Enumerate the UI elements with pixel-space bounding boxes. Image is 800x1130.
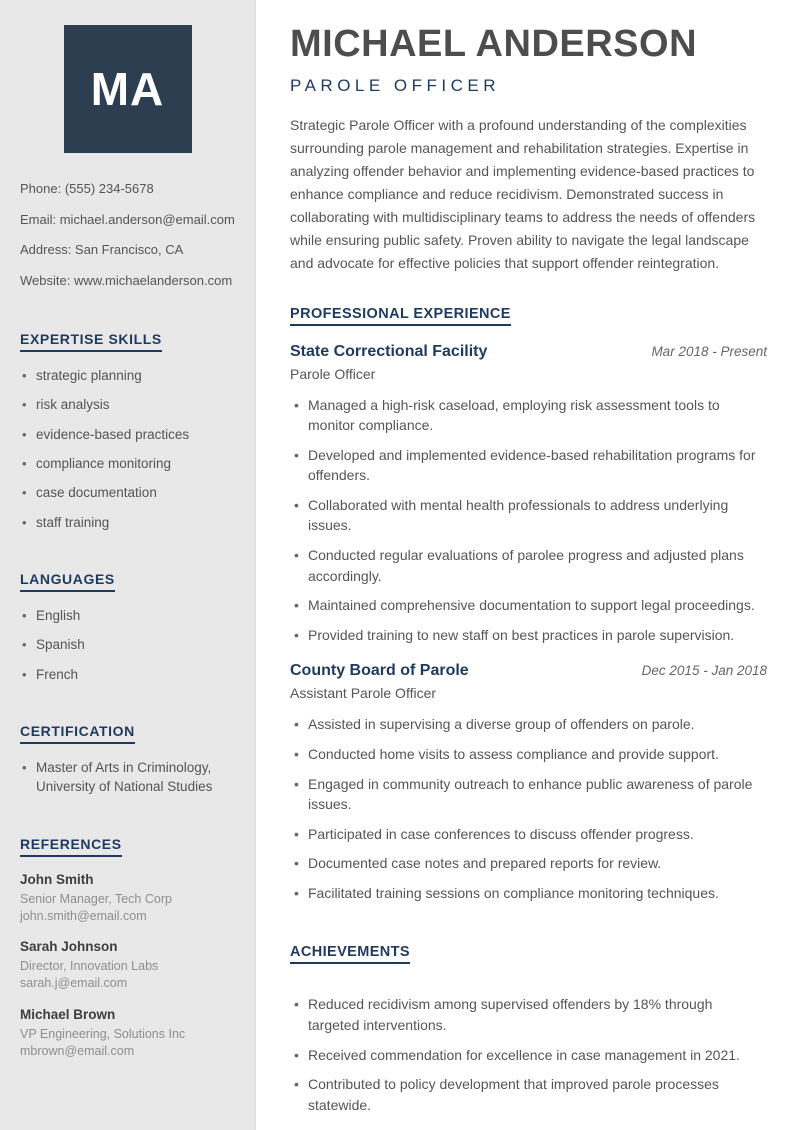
experience-section <box>290 275 767 904</box>
reference-entry <box>20 872 235 926</box>
job-bullet: • Maintained comprehensive documentation to support legal proceedings. <box>290 595 767 616</box>
contact-website: Website: www.michaelanderson.com <box>20 273 233 289</box>
languages-list <box>20 607 235 685</box>
achievement-bullet: • Reduced recidivism among supervised offenders by 18% through targeted interventions. <box>290 994 767 1035</box>
avatar <box>64 25 192 153</box>
skill-item: • evidence-based practices <box>20 426 235 445</box>
certification-section-title: CERTIFICATION <box>20 723 135 744</box>
achievement-bullet: • Received commendation for excellence in case management in 2021. <box>290 1045 767 1066</box>
sidebar <box>0 0 256 1130</box>
reference-email: john.smith@email.com <box>20 908 147 923</box>
contact-email: Email: michael.anderson@email.com <box>20 211 235 227</box>
job-bullet: • Managed a high-risk caseload, employing risk assessment tools to monitor compliance. <box>290 395 767 436</box>
experience-section-title: PROFESSIONAL EXPERIENCE <box>290 306 511 326</box>
skills-list <box>20 367 235 533</box>
reference-name: Michael Brown <box>20 1006 116 1022</box>
skill-item: • risk analysis <box>20 396 235 415</box>
contact-address: Address: San Francisco, CA <box>20 242 184 258</box>
job-entry <box>290 343 767 646</box>
job-role: Assistant Parole Officer <box>290 685 437 702</box>
skill-item: • strategic planning <box>20 367 235 386</box>
company-name: State Correctional Facility <box>290 342 488 360</box>
languages-section-title: LANGUAGES <box>20 571 115 592</box>
job-bullet-list <box>290 395 767 646</box>
reference-role: Senior Manager, Tech Corp <box>20 891 172 906</box>
skill-item: • staff training <box>20 514 235 533</box>
summary-paragraph: Strategic Parole Officer with a profound understanding of the complexities surrounding parole management and rehabilitation strategies. Expertise in analyzing offender behavior and implementing evidence-based practices to enhance compliance and reduce recidivism. Demonstrated success in collaborating with multidisciplinary teams to address the needs of offenders while ensuring public safety. Proven ability to navigate the legal landscape and advocate for effective policies that support offender reintegration. <box>290 116 756 271</box>
languages-section <box>20 543 235 685</box>
job-bullet: • Engaged in community outreach to enhance public awareness of parole issues. <box>290 774 767 815</box>
achievements-list <box>290 994 767 1115</box>
job-bullet-list <box>290 714 767 903</box>
reference-role: Director, Innovation Labs <box>20 959 159 974</box>
job-role: Parole Officer <box>290 365 376 382</box>
job-dates: Dec 2015 - Jan 2018 <box>641 663 767 679</box>
job-bullet: • Participated in case conferences to discuss offender progress. <box>290 824 767 845</box>
skill-item: • compliance monitoring <box>20 455 235 474</box>
certification-section <box>20 695 235 797</box>
reference-email: mbrown@email.com <box>20 1043 135 1058</box>
achievements-section-title: ACHIEVEMENTS <box>290 944 410 964</box>
certification-item: • Master of Arts in Criminology, University of National Studies <box>20 759 235 797</box>
main-column <box>257 0 800 1130</box>
job-bullet: • Assisted in supervising a diverse group of offenders on parole. <box>290 714 767 735</box>
company-name: County Board of Parole <box>290 662 469 680</box>
job-bullet: • Provided training to new staff on best practices in parole supervision. <box>290 625 767 646</box>
reference-email: sarah.j@email.com <box>20 976 128 991</box>
reference-role: VP Engineering, Solutions Inc <box>20 1026 186 1041</box>
avatar-initials: MA <box>90 63 165 115</box>
job-bullet: • Collaborated with mental health professionals to address underlying issues. <box>290 495 767 536</box>
references-section <box>20 808 235 1061</box>
reference-entry <box>20 1007 235 1061</box>
contact-phone: Phone: (555) 234-5678 <box>20 181 154 196</box>
skill-item: • case documentation <box>20 484 235 503</box>
job-bullet: • Conducted home visits to assess compliance and provide support. <box>290 744 767 765</box>
skills-section <box>20 303 235 533</box>
achievement-bullet: • Contributed to policy development that improved parole processes statewide. <box>290 1074 767 1115</box>
certification-list <box>20 759 235 797</box>
contact-block <box>20 180 235 290</box>
reference-entry <box>20 939 235 993</box>
language-item: • Spanish <box>20 636 235 655</box>
achievements-section <box>290 913 767 1115</box>
language-item: • French <box>20 666 235 685</box>
job-dates: Mar 2018 - Present <box>651 343 767 359</box>
reference-name: John Smith <box>20 871 94 887</box>
language-item: • English <box>20 607 235 626</box>
reference-name: Sarah Johnson <box>20 939 118 955</box>
job-header <box>290 662 767 680</box>
job-bullet: • Conducted regular evaluations of parolee progress and adjusted plans accordingly. <box>290 545 767 586</box>
job-bullet: • Documented case notes and prepared reports for review. <box>290 853 767 874</box>
job-header <box>290 343 767 361</box>
candidate-name: MICHAEL ANDERSON <box>290 23 698 65</box>
job-entry <box>290 662 767 903</box>
skills-section-title: EXPERTISE SKILLS <box>20 331 162 352</box>
job-bullet: • Facilitated training sessions on compliance monitoring techniques. <box>290 883 767 904</box>
references-section-title: REFERENCES <box>20 836 122 857</box>
job-bullet: • Developed and implemented evidence-based rehabilitation programs for offenders. <box>290 445 767 486</box>
candidate-title: PAROLE OFFICER <box>290 75 501 95</box>
